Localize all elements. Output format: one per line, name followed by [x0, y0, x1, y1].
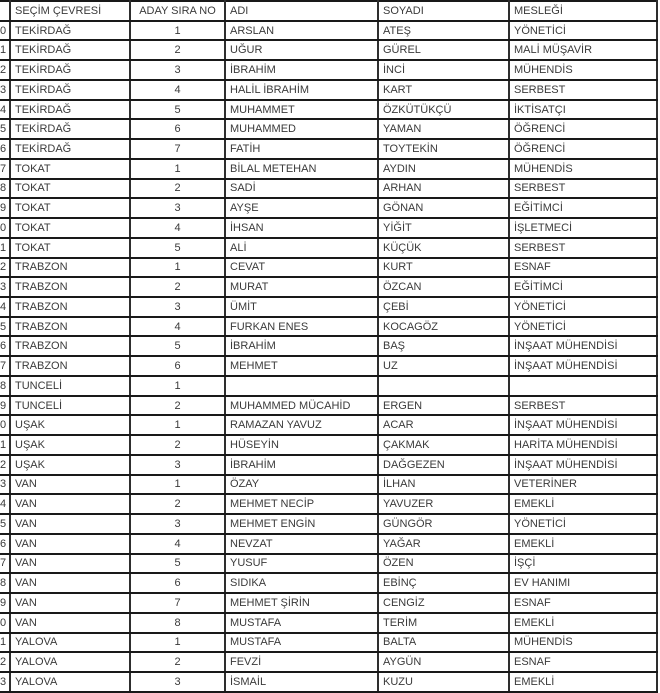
cell-surname: ARHAN [378, 179, 509, 199]
cell-name: NEVZAT [225, 534, 378, 554]
cell-job: VETERİNER [509, 475, 657, 495]
cell-job: İKTİSATÇI [509, 100, 657, 120]
cell-row-no: 2 [0, 258, 10, 278]
cell-row-no: 5 [0, 317, 10, 337]
cell-job: İŞLETMECİ [509, 218, 657, 238]
cell-district: TEKİRDAĞ [10, 100, 130, 120]
cell-row-no: 0 [0, 218, 10, 238]
table-row [0, 554, 657, 574]
cell-surname: ÖZKÜTÜKÇÜ [378, 100, 509, 120]
cell-district: TOKAT [10, 218, 130, 238]
cell-row-no: 2 [0, 455, 10, 475]
cell-no: 2 [130, 179, 225, 199]
cell-row-no: 0 [0, 613, 10, 633]
cell-row-no: 2 [0, 652, 10, 672]
cell-district: VAN [10, 554, 130, 574]
cell-no: 6 [130, 356, 225, 376]
cell-row-no: 8 [0, 179, 10, 199]
table-row [0, 317, 657, 337]
cell-job: SERBEST [509, 238, 657, 258]
cell-name: İSMAİL [225, 672, 378, 692]
table-row [0, 179, 657, 199]
cell-job: ÖĞRENCİ [509, 139, 657, 159]
cell-row-no: 6 [0, 336, 10, 356]
cell-no: 2 [130, 494, 225, 514]
table-row [0, 119, 657, 139]
cell-surname: YAVUZER [378, 494, 509, 514]
cell-no: 3 [130, 455, 225, 475]
cell-name: MUHAMMED [225, 119, 378, 139]
cell-no: 8 [130, 613, 225, 633]
cell-district: TOKAT [10, 198, 130, 218]
table-row [0, 455, 657, 475]
cell-row-no: 1 [0, 238, 10, 258]
cell-job: EV HANIMI [509, 573, 657, 593]
cell-district: TOKAT [10, 179, 130, 199]
cell-district: TEKİRDAĞ [10, 139, 130, 159]
cell-row-no: 8 [0, 376, 10, 396]
cell-job: İNŞAAT MÜHENDİSİ [509, 336, 657, 356]
table-row [0, 534, 657, 554]
cell-no: 4 [130, 218, 225, 238]
cell-name: YUSUF [225, 554, 378, 574]
cell-district: VAN [10, 475, 130, 495]
cell-job: YÖNETİCİ [509, 317, 657, 337]
cell-row-no: 9 [0, 198, 10, 218]
cell-district: UŞAK [10, 415, 130, 435]
cell-district: VAN [10, 613, 130, 633]
cell-name: MEHMET [225, 356, 378, 376]
cell-no: 3 [130, 198, 225, 218]
table-row [0, 652, 657, 672]
cell-district: VAN [10, 534, 130, 554]
cell-surname: AYDIN [378, 159, 509, 179]
header-meslegi: MESLEĞİ [509, 1, 657, 21]
cell-surname: ÇEBİ [378, 297, 509, 317]
cell-surname: ÖZCAN [378, 277, 509, 297]
cell-name: MUHAMMED MÜCAHİD [225, 396, 378, 416]
table-row [0, 336, 657, 356]
cell-district: TRABZON [10, 258, 130, 278]
table-row [0, 218, 657, 238]
cell-surname: ATEŞ [378, 21, 509, 41]
cell-no: 1 [130, 159, 225, 179]
cell-district: TEKİRDAĞ [10, 80, 130, 100]
cell-district: TEKİRDAĞ [10, 60, 130, 80]
cell-job: ESNAF [509, 593, 657, 613]
cell-job: EMEKLİ [509, 613, 657, 633]
header-row [0, 1, 657, 21]
cell-surname: İLHAN [378, 475, 509, 495]
cell-district: VAN [10, 593, 130, 613]
cell-name: MURAT [225, 277, 378, 297]
cell-surname: BAŞ [378, 336, 509, 356]
cell-surname: ERGEN [378, 396, 509, 416]
cell-job: İNŞAAT MÜHENDİSİ [509, 415, 657, 435]
cell-row-no: 1 [0, 40, 10, 60]
cell-surname: TERİM [378, 613, 509, 633]
cell-surname: KOCAGÖZ [378, 317, 509, 337]
cell-row-no: 4 [0, 494, 10, 514]
cell-surname: GÖNAN [378, 198, 509, 218]
table-body [0, 21, 657, 692]
cell-surname: KUZU [378, 672, 509, 692]
cell-surname: DAĞGEZEN [378, 455, 509, 475]
cell-name: UĞUR [225, 40, 378, 60]
cell-no: 6 [130, 119, 225, 139]
cell-name: ARSLAN [225, 21, 378, 41]
cell-row-no: 1 [0, 633, 10, 653]
cell-row-no: 6 [0, 534, 10, 554]
cell-row-no: 3 [0, 672, 10, 692]
cell-row-no: 1 [0, 435, 10, 455]
cell-district: TEKİRDAĞ [10, 21, 130, 41]
table-row [0, 494, 657, 514]
cell-name: CEVAT [225, 258, 378, 278]
header-secim-cevresi: SEÇİM ÇEVRESİ [10, 1, 130, 21]
cell-district: TRABZON [10, 297, 130, 317]
cell-no: 2 [130, 435, 225, 455]
cell-row-no: 8 [0, 573, 10, 593]
cell-job [509, 376, 657, 396]
cell-no: 1 [130, 415, 225, 435]
table-row [0, 297, 657, 317]
table-row [0, 415, 657, 435]
table-row [0, 60, 657, 80]
cell-job: YÖNETİCİ [509, 21, 657, 41]
table-row [0, 238, 657, 258]
cell-job: ÖĞRENCİ [509, 119, 657, 139]
cell-job: EMEKLİ [509, 672, 657, 692]
table-row [0, 258, 657, 278]
table-row [0, 593, 657, 613]
cell-district: TRABZON [10, 336, 130, 356]
cell-no: 3 [130, 60, 225, 80]
cell-surname: KÜÇÜK [378, 238, 509, 258]
cell-job: YÖNETİCİ [509, 514, 657, 534]
table-row [0, 277, 657, 297]
cell-no: 5 [130, 336, 225, 356]
cell-name [225, 376, 378, 396]
header-row-number [0, 1, 10, 21]
cell-job: HARİTA MÜHENDİSİ [509, 435, 657, 455]
cell-job: SERBEST [509, 396, 657, 416]
cell-surname: GÜREL [378, 40, 509, 60]
cell-row-no: 0 [0, 415, 10, 435]
cell-surname: ACAR [378, 415, 509, 435]
cell-job: ESNAF [509, 258, 657, 278]
cell-name: HALİL İBRAHİM [225, 80, 378, 100]
cell-district: YALOVA [10, 652, 130, 672]
cell-job: İŞÇİ [509, 554, 657, 574]
cell-row-no: 5 [0, 119, 10, 139]
cell-district: TOKAT [10, 238, 130, 258]
cell-no: 5 [130, 238, 225, 258]
cell-surname: ÇAKMAK [378, 435, 509, 455]
cell-no: 4 [130, 317, 225, 337]
cell-no: 1 [130, 633, 225, 653]
cell-surname: KURT [378, 258, 509, 278]
table-row [0, 672, 657, 692]
cell-row-no: 2 [0, 60, 10, 80]
cell-name: RAMAZAN YAVUZ [225, 415, 378, 435]
header-adi: ADI [225, 1, 378, 21]
cell-district: VAN [10, 514, 130, 534]
cell-job: MÜHENDİS [509, 633, 657, 653]
cell-district: TRABZON [10, 356, 130, 376]
table-row [0, 633, 657, 653]
cell-no: 5 [130, 100, 225, 120]
cell-no: 3 [130, 514, 225, 534]
cell-no: 3 [130, 297, 225, 317]
table-row [0, 40, 657, 60]
cell-job: MALİ MÜŞAVİR [509, 40, 657, 60]
cell-name: ÜMİT [225, 297, 378, 317]
cell-row-no: 0 [0, 21, 10, 41]
table-row [0, 100, 657, 120]
cell-no: 5 [130, 554, 225, 574]
cell-row-no: 7 [0, 554, 10, 574]
cell-row-no: 4 [0, 100, 10, 120]
cell-district: YALOVA [10, 672, 130, 692]
cell-row-no: 3 [0, 277, 10, 297]
cell-job: EMEKLİ [509, 534, 657, 554]
cell-surname: İNCİ [378, 60, 509, 80]
table-row [0, 475, 657, 495]
cell-surname: GÜNGÖR [378, 514, 509, 534]
cell-job: SERBEST [509, 179, 657, 199]
cell-row-no: 6 [0, 139, 10, 159]
cell-row-no: 9 [0, 593, 10, 613]
cell-name: İBRAHİM [225, 455, 378, 475]
cell-job: EĞİTİMCİ [509, 198, 657, 218]
cell-district: UŞAK [10, 435, 130, 455]
cell-name: İBRAHİM [225, 336, 378, 356]
cell-name: MEHMET ŞİRİN [225, 593, 378, 613]
cell-surname: BALTA [378, 633, 509, 653]
cell-row-no: 7 [0, 356, 10, 376]
cell-name: MUSTAFA [225, 613, 378, 633]
cell-no: 4 [130, 80, 225, 100]
cell-surname: AYGÜN [378, 652, 509, 672]
table-row [0, 613, 657, 633]
cell-district: TRABZON [10, 317, 130, 337]
cell-no: 1 [130, 258, 225, 278]
cell-row-no: 9 [0, 396, 10, 416]
cell-name: AYŞE [225, 198, 378, 218]
cell-name: MEHMET NECİP [225, 494, 378, 514]
cell-name: FATİH [225, 139, 378, 159]
cell-district: TEKİRDAĞ [10, 119, 130, 139]
cell-surname: KART [378, 80, 509, 100]
cell-row-no: 3 [0, 80, 10, 100]
cell-name: SADİ [225, 179, 378, 199]
table-row [0, 396, 657, 416]
cell-no: 3 [130, 672, 225, 692]
cell-no: 4 [130, 534, 225, 554]
cell-name: BİLAL METEHAN [225, 159, 378, 179]
cell-name: MUHAMMET [225, 100, 378, 120]
cell-name: HÜSEYİN [225, 435, 378, 455]
cell-no: 1 [130, 21, 225, 41]
cell-surname: YAMAN [378, 119, 509, 139]
cell-name: FURKAN ENES [225, 317, 378, 337]
cell-job: İNŞAAT MÜHENDİSİ [509, 356, 657, 376]
cell-name: MUSTAFA [225, 633, 378, 653]
cell-surname [378, 376, 509, 396]
cell-no: 2 [130, 652, 225, 672]
table-row [0, 198, 657, 218]
cell-row-no: 5 [0, 514, 10, 534]
cell-surname: UZ [378, 356, 509, 376]
cell-no: 2 [130, 40, 225, 60]
cell-surname: EBİNÇ [378, 573, 509, 593]
cell-job: MÜHENDİS [509, 159, 657, 179]
table-row [0, 80, 657, 100]
cell-no: 1 [130, 475, 225, 495]
cell-district: UŞAK [10, 455, 130, 475]
cell-no: 6 [130, 573, 225, 593]
cell-name: İHSAN [225, 218, 378, 238]
cell-job: YÖNETİCİ [509, 297, 657, 317]
cell-row-no: 4 [0, 297, 10, 317]
cell-surname: ÖZEN [378, 554, 509, 574]
cell-surname: YAĞAR [378, 534, 509, 554]
table-row [0, 514, 657, 534]
cell-district: VAN [10, 573, 130, 593]
cell-job: EMEKLİ [509, 494, 657, 514]
table-row [0, 159, 657, 179]
cell-district: YALOVA [10, 633, 130, 653]
cell-no: 7 [130, 139, 225, 159]
table-row [0, 21, 657, 41]
cell-job: MÜHENDİS [509, 60, 657, 80]
table-row [0, 435, 657, 455]
cell-name: ÖZAY [225, 475, 378, 495]
cell-job: SERBEST [509, 80, 657, 100]
cell-name: ALİ [225, 238, 378, 258]
cell-no: 7 [130, 593, 225, 613]
table-row [0, 139, 657, 159]
cell-name: İBRAHİM [225, 60, 378, 80]
table-row [0, 376, 657, 396]
cell-district: TUNCELİ [10, 376, 130, 396]
cell-name: FEVZİ [225, 652, 378, 672]
table-row [0, 573, 657, 593]
cell-district: TOKAT [10, 159, 130, 179]
cell-job: İNŞAAT MÜHENDİSİ [509, 455, 657, 475]
cell-name: SIDIKA [225, 573, 378, 593]
table-row [0, 356, 657, 376]
cell-name: MEHMET ENGİN [225, 514, 378, 534]
header-aday-sira-no: ADAY SIRA NO [130, 1, 225, 21]
cell-district: TEKİRDAĞ [10, 40, 130, 60]
cell-no: 2 [130, 277, 225, 297]
cell-row-no: 3 [0, 475, 10, 495]
cell-district: VAN [10, 494, 130, 514]
cell-district: TUNCELİ [10, 396, 130, 416]
cell-row-no: 7 [0, 159, 10, 179]
cell-surname: CENGİZ [378, 593, 509, 613]
cell-surname: TOYTEKİN [378, 139, 509, 159]
cell-no: 2 [130, 396, 225, 416]
cell-district: TRABZON [10, 277, 130, 297]
cell-job: ESNAF [509, 652, 657, 672]
cell-no: 1 [130, 376, 225, 396]
cell-surname: YİĞİT [378, 218, 509, 238]
header-soyadi: SOYADI [378, 1, 509, 21]
cell-job: EĞİTİMCİ [509, 277, 657, 297]
